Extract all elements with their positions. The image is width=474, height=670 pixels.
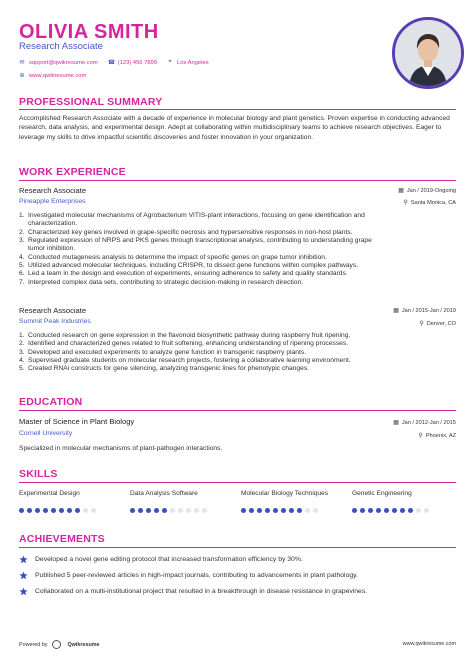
- skill-dot: [297, 508, 302, 513]
- skill-name: Molecular Biology Techniques: [241, 490, 329, 497]
- globe-icon: ⊕: [19, 73, 25, 79]
- skills-heading: SKILLS: [19, 468, 58, 480]
- skill-dot: [392, 508, 397, 513]
- achievement-text: Collaborated on a multi-institutional project that resulted in a breakthrough in disease resistance in grapevines.: [35, 588, 368, 595]
- skill-dot: [305, 508, 310, 513]
- achievements-divider: [19, 547, 456, 548]
- job-1-dates-text: Jan / 2019-Ongoing: [406, 187, 456, 194]
- education-dates-text: Jan / 2012-Jan / 2015: [401, 419, 456, 426]
- job-1-bullets: [19, 212, 459, 287]
- achievement-item: [19, 555, 303, 564]
- achievements-heading: ACHIEVEMENTS: [19, 533, 105, 545]
- job-2-title: Research Associate: [19, 306, 87, 315]
- candidate-name: OLIVIA SMITH: [19, 21, 159, 43]
- skill-dot: [146, 508, 151, 513]
- skill-dot: [27, 508, 32, 513]
- contact-website[interactable]: www.qwikresume.com: [29, 72, 87, 79]
- education-degree: Master of Science in Plant Biology: [19, 417, 135, 426]
- pushpin-icon: ⚲: [419, 321, 424, 327]
- skill-dot: [416, 508, 421, 513]
- skill-dot: [249, 508, 254, 513]
- skill-dot: [43, 508, 48, 513]
- experience-divider: [19, 180, 456, 181]
- star-badge-icon: [19, 587, 28, 596]
- job-1-location-text: Santa Monica, CA: [410, 199, 456, 206]
- skill-dot: [352, 508, 357, 513]
- job-2-company: Summit Peak Industries: [19, 318, 91, 325]
- skill-dot: [186, 508, 191, 513]
- phone-icon: ☎: [107, 60, 116, 66]
- summary-text: Accomplished Research Associate with a decade of experience in molecular biology and plant genetics. Proven expertise in conducting advanced research, data analysis, and experimental design. Adept at collaborating within multidisciplinary teams to achieve research objectives. Eager to leverage my skills to drive impactful scientific discoveries and foster innovation in your organization.: [19, 115, 450, 141]
- skill-name: Data Analysis Software: [130, 490, 198, 497]
- job-2-dates: [393, 307, 456, 314]
- skill-rating: [241, 508, 321, 513]
- skill-dot: [75, 508, 80, 513]
- map-pin-icon: ⌖: [168, 59, 172, 65]
- list-item: 2. Identified and characterized genes related to fruit softening, enhancing understanding of ripening processes.: [19, 340, 349, 348]
- contact-location: Los Angeles: [177, 59, 209, 66]
- achievement-item: [19, 571, 358, 580]
- skill-dot: [19, 508, 24, 513]
- skill-dot: [59, 508, 64, 513]
- skills-divider: [19, 482, 456, 483]
- candidate-title: Research Associate: [19, 41, 103, 52]
- skill-dot: [138, 508, 143, 513]
- job-1-company: Pineapple Enterprises: [19, 198, 86, 205]
- list-item: 2. Characterized key genes involved in grape-specific necrosis and hypersensitive responses in non-host plants.: [19, 228, 353, 236]
- skill-dot: [368, 508, 373, 513]
- list-item: tumor inhibition.: [28, 245, 76, 253]
- achievement-text: Published 5 peer-reviewed articles in high-impact journals, contributing to advancements in plant pathology.: [35, 572, 358, 579]
- calendar-icon: ▦: [393, 420, 399, 426]
- list-item: characterization.: [28, 220, 78, 228]
- calendar-icon: ▦: [398, 188, 404, 194]
- contact-row-1: [19, 59, 219, 66]
- skill-dot: [289, 508, 294, 513]
- qwikresume-logo-icon: [52, 640, 61, 649]
- achievement-item: [19, 587, 367, 596]
- pushpin-icon: ⚲: [403, 200, 408, 206]
- list-item: 5. Created RNAi constructs for gene silencing, analyzing transgenic lines for phenotypic changes.: [19, 365, 310, 373]
- skill-dot: [154, 508, 159, 513]
- contact-email[interactable]: support@qwikresume.com: [29, 59, 98, 66]
- skill-rating: [352, 508, 432, 513]
- summary-heading: PROFESSIONAL SUMMARY: [19, 96, 163, 108]
- star-badge-icon: [19, 571, 28, 580]
- skill-dot: [424, 508, 429, 513]
- skill-dot: [170, 508, 175, 513]
- list-item: 5. Utilized advanced molecular techniques, including CRISPR, to dissect gene functions within complex pathways.: [19, 262, 359, 270]
- list-item: 3. Regulated expression of NRPS and PKS genes through transcriptional analysis, contributing to understanding grape: [19, 237, 372, 245]
- calendar-icon: ▦: [393, 308, 399, 314]
- education-heading: EDUCATION: [19, 396, 83, 408]
- footer-url[interactable]: www.qwikresume.com: [402, 641, 456, 647]
- skill-dot: [400, 508, 405, 513]
- skill-dot: [130, 508, 135, 513]
- list-item: 3. Developed and executed experiments to analyze gene function in transgenic raspberry plants.: [19, 348, 307, 356]
- skill-rating: [130, 508, 210, 513]
- skill-dot: [408, 508, 413, 513]
- skill-dot: [67, 508, 72, 513]
- list-item: 4. Supervised graduate students on molecular research projects, fostering a collaborative learning environment.: [19, 357, 351, 365]
- skill-dot: [241, 508, 246, 513]
- job-1-dates: [398, 187, 456, 194]
- skill-dot: [376, 508, 381, 513]
- summary-divider: [19, 109, 456, 110]
- contact-phone[interactable]: (123) 456 7899: [117, 59, 158, 66]
- skill-dot: [194, 508, 199, 513]
- job-2-location-text: Denver, CO: [426, 320, 456, 327]
- skill-name: Experimental Design: [19, 490, 80, 497]
- list-item: 1. Investigated molecular mechanisms of Agrobacterium VITIS-plant interactions, focusing on gene identification and: [19, 212, 365, 219]
- list-item: 7. Interpreted complex data sets, contributing to strategic decision-making in research direction.: [19, 278, 304, 286]
- education-divider: [19, 410, 456, 411]
- experience-heading: WORK EXPERIENCE: [19, 166, 126, 178]
- skill-dot: [281, 508, 286, 513]
- skill-dot: [384, 508, 389, 513]
- envelope-icon: ✉: [19, 60, 25, 66]
- job-2-location: [419, 320, 456, 327]
- profile-photo: [392, 17, 464, 89]
- skill-dot: [313, 508, 318, 513]
- skill-dot: [51, 508, 56, 513]
- education-dates: [393, 419, 456, 426]
- list-item: 4. Conducted mutagenesis analysis to determine the impact of specific genes on grape tumor inhibition.: [19, 253, 327, 261]
- pushpin-icon: ⚲: [418, 433, 423, 439]
- list-item: 6. Led a team in the design and execution of experiments, ensuring adherence to safety and quality standards.: [19, 270, 348, 278]
- achievement-text: Developed a novel gene editing protocol that increased transformation efficiency by 30%.: [35, 556, 303, 563]
- skill-dot: [273, 508, 278, 513]
- list-item: 1. Conducted research on gene expression in the flavonoid biosynthetic pathway during raspberry fruit ripening.: [19, 332, 351, 339]
- education-location: [418, 432, 456, 439]
- skill-rating: [19, 508, 99, 513]
- education-school: Cornell University: [19, 430, 73, 437]
- skill-name: Genetic Engineering: [352, 490, 412, 497]
- job-2-dates-text: Jan / 2015-Jan / 2019: [401, 307, 456, 314]
- job-1-title: Research Associate: [19, 186, 87, 195]
- education-note: Specialized in molecular mechanisms of plant-pathogen interactions.: [19, 445, 223, 452]
- skill-dot: [257, 508, 262, 513]
- skill-dot: [162, 508, 167, 513]
- contact-row-2: [19, 72, 96, 79]
- star-badge-icon: [19, 555, 28, 564]
- job-2-bullets: [19, 332, 459, 374]
- skill-dot: [83, 508, 88, 513]
- footer-powered-by: [19, 640, 100, 649]
- brand-name[interactable]: Qwikresume: [67, 641, 100, 648]
- skill-dot: [35, 508, 40, 513]
- powered-by-label: Powered by: [19, 641, 48, 648]
- skill-dot: [178, 508, 183, 513]
- skill-dot: [265, 508, 270, 513]
- skill-dot: [360, 508, 365, 513]
- education-location-text: Phoenix, AZ: [425, 432, 456, 439]
- skill-dot: [91, 508, 96, 513]
- job-1-location: [404, 199, 457, 206]
- skill-dot: [202, 508, 207, 513]
